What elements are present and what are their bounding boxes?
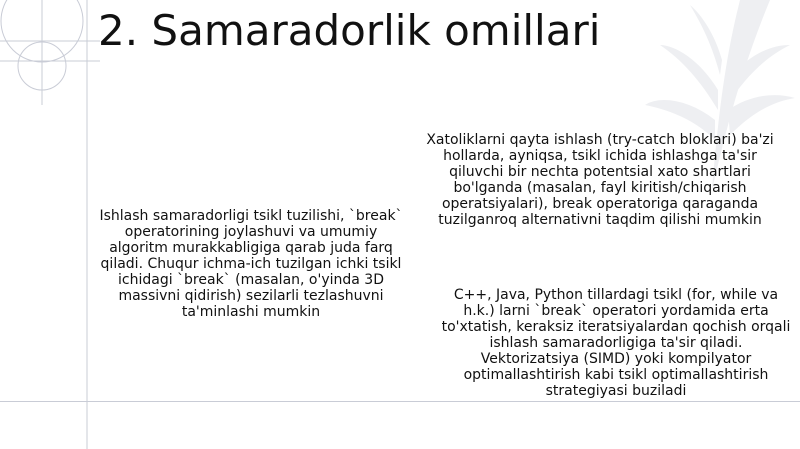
slide-title: 2. Samaradorlik omillari [98, 6, 601, 55]
text-block-error-handling: Xatoliklarni qayta ishlash (try-catch bloklari) ba'zi hollarda, ayniqsa, tsikl ichida ishlashga ta'sir qiluvchi bir nechta potentsial xato shartlari bo'lganda (masalan, fayl kiritish/chiqarish operatsiyalari), break operatoriga qaraganda tuzilganroq alternativni taqdim qilishi mumkin [426, 132, 774, 228]
text-block-performance: Ishlash samaradorligi tsikl tuzilishi, `break` operatorining joylashuvi va umumiy algoritm murakkabligiga qarab juda farq qiladi. Chuqur ichma-ich tuzilgan ichki tsikl ichidagi `break` (masalan, o'yinda 3D massivni qidirish) sezilarli tezlashuvni ta'minlashi mumkin [99, 208, 403, 320]
decorative-circles-icon [0, 0, 100, 449]
bottom-rule [0, 401, 800, 402]
text-block-languages: C++, Java, Python tillardagi tsikl (for, while va h.k.) larni `break` operatori yordamida erta to'xtatish, keraksiz iteratsiyalardan qochish orqali ishlash samaradorligiga ta'sir qiladi. Vektorizatsiya (SIMD) yoki kompilyator optimallashtirish kabi tsikl optimallashtirish strategiyasi buziladi [441, 287, 791, 399]
